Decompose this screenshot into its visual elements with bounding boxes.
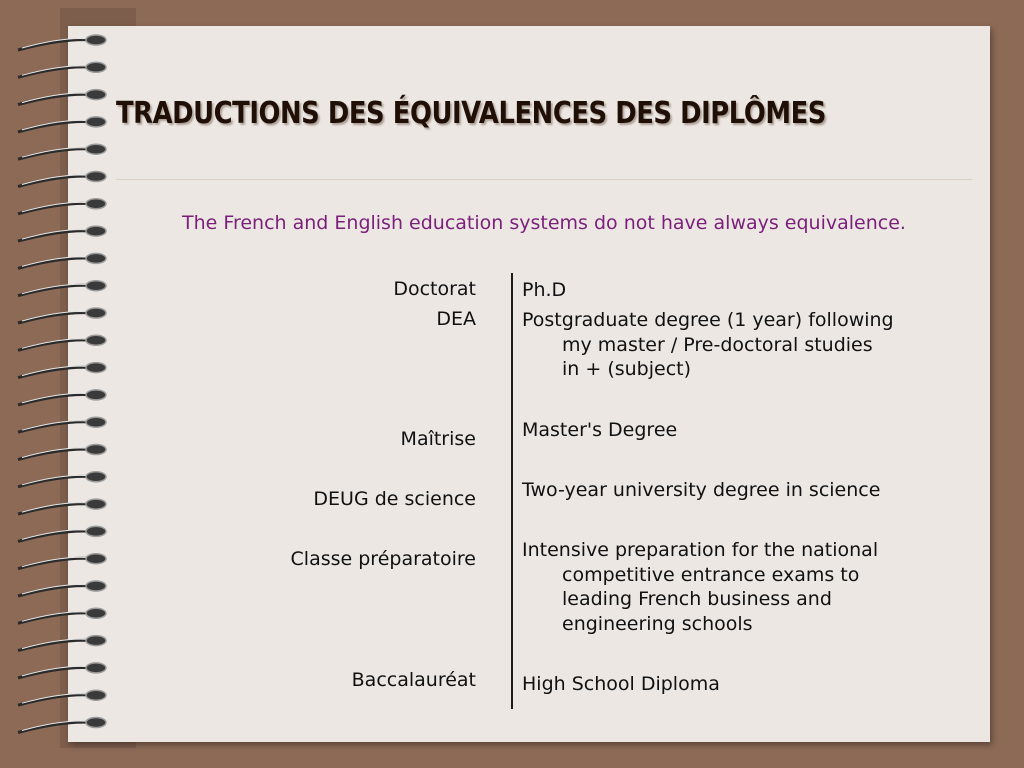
definition-line: Master's Degree bbox=[522, 419, 678, 441]
binding-hole bbox=[86, 472, 106, 482]
definition-maitrise bbox=[522, 418, 942, 443]
binding-hole bbox=[86, 718, 106, 728]
definition-line: Ph.D bbox=[522, 279, 567, 301]
definition-baccalaureat bbox=[522, 672, 942, 697]
binding-hole bbox=[86, 363, 106, 373]
binding-hole bbox=[86, 636, 106, 646]
definition-doctorat bbox=[522, 278, 942, 303]
binding-hole bbox=[86, 90, 106, 100]
binding-hole bbox=[86, 526, 106, 536]
binding-hole bbox=[86, 172, 106, 182]
binding-hole bbox=[86, 199, 106, 209]
binding-hole bbox=[86, 690, 106, 700]
spiral-binding bbox=[0, 0, 120, 768]
definition-line: engineering schools bbox=[562, 612, 753, 635]
binding-hole bbox=[86, 308, 106, 318]
page-title: TRADUCTIONS DES ÉQUIVALENCES DES DIPLÔMES bbox=[116, 96, 826, 131]
definition-line: leading French business and bbox=[562, 588, 832, 610]
definition-line: High School Diploma bbox=[522, 673, 720, 695]
binding-hole bbox=[86, 62, 106, 72]
binding-hole bbox=[86, 417, 106, 427]
term-baccalaureat: Baccalauréat bbox=[351, 669, 476, 691]
column-divider bbox=[511, 273, 513, 709]
subtitle: The French and English education systems do not have always equivalence. bbox=[182, 212, 906, 234]
definition-line: Postgraduate degree (1 year) following bbox=[522, 309, 894, 331]
title-divider bbox=[116, 179, 972, 180]
binding-hole bbox=[86, 226, 106, 236]
binding-hole bbox=[86, 663, 106, 673]
definition-line: competitive entrance exams to bbox=[562, 563, 860, 586]
term-classe-preparatoire: Classe préparatoire bbox=[290, 548, 476, 570]
binding-hole bbox=[86, 144, 106, 154]
definition-line: Intensive preparation for the national bbox=[522, 539, 879, 561]
term-doctorat: Doctorat bbox=[393, 278, 476, 300]
binding-hole bbox=[86, 499, 106, 509]
term-maitrise: Maîtrise bbox=[400, 428, 476, 450]
definition-dea bbox=[522, 308, 942, 382]
term-dea: DEA bbox=[436, 308, 476, 330]
binding-hole bbox=[86, 335, 106, 345]
binding-hole bbox=[86, 581, 106, 591]
binding-hole bbox=[86, 390, 106, 400]
binding-hole bbox=[86, 35, 106, 45]
definition-line: in + (subject) bbox=[562, 358, 692, 380]
definition-line: my master / Pre-doctoral studies bbox=[562, 333, 873, 356]
binding-hole bbox=[86, 253, 106, 263]
binding-hole bbox=[86, 608, 106, 618]
binding-hole bbox=[86, 445, 106, 455]
binding-hole bbox=[86, 554, 106, 564]
definition-deug bbox=[522, 478, 942, 503]
term-deug: DEUG de science bbox=[313, 488, 476, 510]
definition-classe-preparatoire bbox=[522, 538, 942, 636]
binding-hole bbox=[86, 281, 106, 291]
definition-line: Two-year university degree in science bbox=[522, 479, 881, 501]
binding-hole bbox=[86, 117, 106, 127]
